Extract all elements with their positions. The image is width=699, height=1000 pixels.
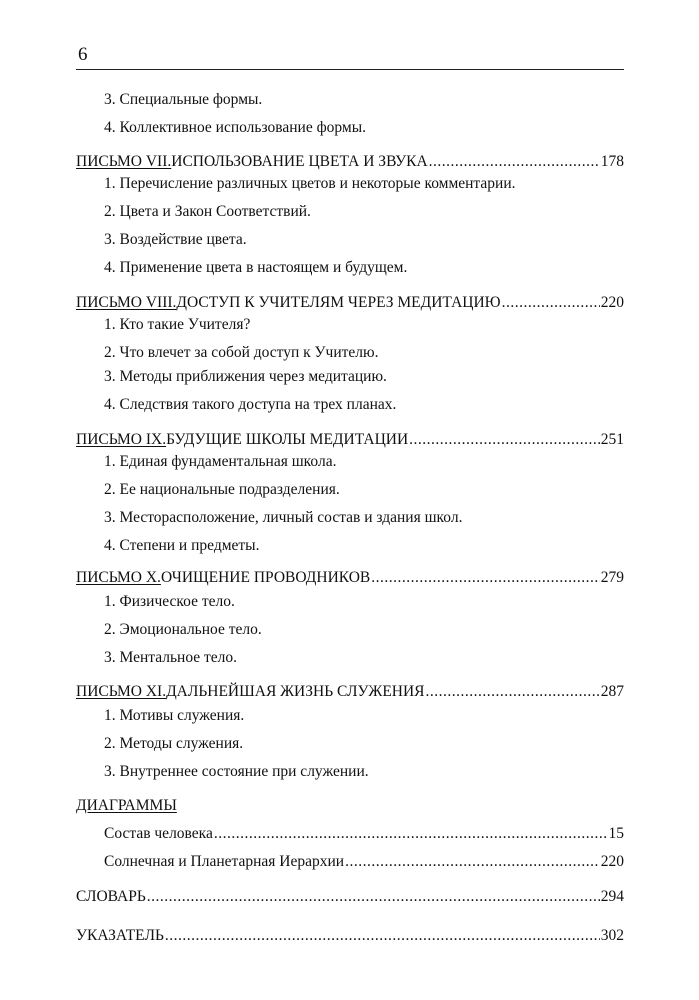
- toc-subitem: 3. Месторасположение, личный состав и здания школ.: [104, 509, 463, 526]
- page-ref: 220: [600, 294, 624, 311]
- diagram-label: Состав человека: [104, 825, 213, 842]
- header-rule: [76, 69, 624, 70]
- toc-subitem: 1. Кто такие Учителя?: [104, 316, 251, 333]
- letter-title: БУДУЩИЕ ШКОЛЫ МЕДИТАЦИИ: [166, 431, 409, 448]
- leader-dots: [371, 568, 600, 588]
- letter-title: ДАЛЬНЕЙШАЯ ЖИЗНЬ СЛУЖЕНИЯ: [166, 683, 425, 700]
- letter-label: ПИСЬМО XI.: [76, 683, 167, 700]
- toc-entry-diagram[interactable]: [104, 852, 624, 872]
- leader-dots: [214, 824, 608, 844]
- diagram-label: Солнечная и Планетарная Иерархии: [104, 853, 345, 870]
- toc-subitem: 3. Специальные формы.: [104, 91, 263, 108]
- toc-entry-letter-9[interactable]: [76, 430, 624, 450]
- toc-subitem: 3. Методы приближения через медитацию.: [104, 368, 387, 385]
- page-ref: 251: [600, 431, 624, 448]
- toc-entry-glossary[interactable]: [76, 887, 624, 907]
- diagrams-heading: [76, 796, 177, 816]
- toc-subitem: 2. Методы служения.: [104, 735, 244, 752]
- toc-subitem: 1. Перечисление различных цветов и некоторые комментарии.: [104, 175, 516, 192]
- toc-subitem: 3. Воздействие цвета.: [104, 231, 247, 248]
- letter-title: ИСПОЛЬЗОВАНИЕ ЦВЕТА И ЗВУКА: [171, 153, 428, 170]
- leader-dots: [426, 682, 600, 702]
- page-ref: 294: [600, 888, 624, 905]
- toc-subitem: 2. Что влечет за собой доступ к Учителю.: [104, 344, 379, 361]
- leader-dots: [409, 430, 600, 450]
- letter-label: ПИСЬМО VIII.: [76, 294, 177, 311]
- index-label: УКАЗАТЕЛЬ: [76, 927, 164, 944]
- letter-title: ДОСТУП К УЧИТЕЛЯМ ЧЕРЕЗ МЕДИТАЦИЮ: [176, 294, 501, 311]
- toc-subitem: 4. Степени и предметы.: [104, 537, 260, 554]
- leader-dots: [429, 152, 600, 172]
- toc-entry-letter-8[interactable]: [76, 293, 624, 313]
- letter-label: ПИСЬМО X.: [76, 569, 161, 586]
- page-ref: 220: [600, 853, 624, 870]
- toc-entry-letter-11[interactable]: [76, 682, 624, 702]
- letter-label: ПИСЬМО VII.: [76, 153, 172, 170]
- toc-entry-diagram[interactable]: [104, 824, 624, 844]
- page-number: 6: [78, 44, 88, 65]
- diagrams-title: ДИАГРАММЫ: [76, 797, 177, 814]
- glossary-label: СЛОВАРЬ: [76, 888, 146, 905]
- page-ref: 287: [600, 683, 624, 700]
- toc-subitem: 1. Единая фундаментальная школа.: [104, 453, 337, 470]
- toc-entry-letter-7[interactable]: [76, 152, 624, 172]
- toc-subitem: 2. Эмоциональное тело.: [104, 621, 262, 638]
- toc-subitem: 1. Мотивы служения.: [104, 707, 245, 724]
- toc-entry-letter-10[interactable]: [76, 568, 624, 588]
- leader-dots: [147, 887, 600, 907]
- toc-subitem: 3. Внутреннее состояние при служении.: [104, 763, 369, 780]
- toc-entry-index[interactable]: [76, 926, 624, 946]
- toc-subitem: 4. Применение цвета в настоящем и будущем.: [104, 259, 408, 276]
- page-ref: 15: [608, 825, 624, 842]
- toc-subitem: 2. Цвета и Закон Соответствий.: [104, 203, 311, 220]
- toc-subitem: 4. Коллективное использование формы.: [104, 119, 367, 136]
- letter-label: ПИСЬМО IX.: [76, 431, 167, 448]
- toc-subitem: 2. Ее национальные подразделения.: [104, 481, 340, 498]
- page-ref: 302: [600, 927, 624, 944]
- toc-subitem: 1. Физическое тело.: [104, 593, 235, 610]
- toc-subitem: 4. Следствия такого доступа на трех планах.: [104, 396, 397, 413]
- leader-dots: [502, 293, 600, 313]
- leader-dots: [345, 852, 600, 872]
- leader-dots: [165, 926, 600, 946]
- page-ref: 279: [600, 569, 624, 586]
- page-ref: 178: [600, 153, 624, 170]
- letter-title: ОЧИЩЕНИЕ ПРОВОДНИКОВ: [160, 569, 371, 586]
- toc-subitem: 3. Ментальное тело.: [104, 649, 238, 666]
